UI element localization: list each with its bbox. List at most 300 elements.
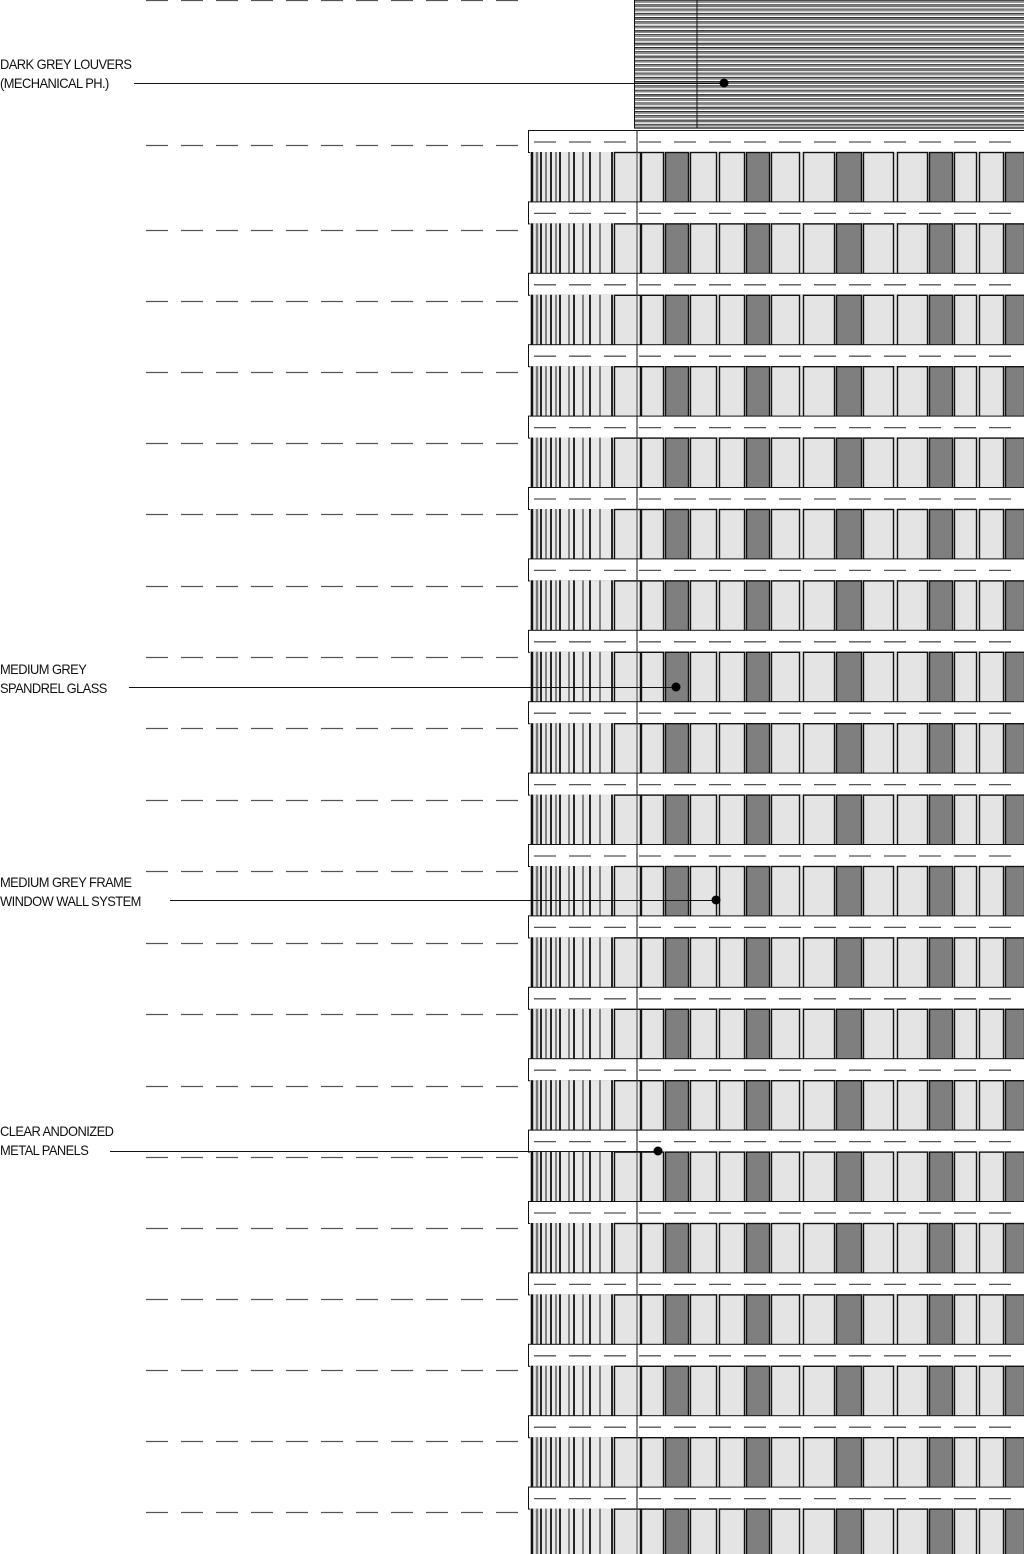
clear-glass-panel [955, 438, 977, 489]
clear-glass-panel [980, 938, 1004, 989]
clear-glass-panel [955, 1295, 977, 1346]
spandrel-glass-panel [1006, 1295, 1024, 1346]
clear-glass-panel [898, 1509, 928, 1554]
floor-slab [529, 1059, 1024, 1081]
floor-slab [529, 1416, 1024, 1438]
clear-glass-panel [898, 1152, 928, 1203]
clear-glass-panel [980, 295, 1004, 346]
clear-glass-panel [864, 867, 894, 918]
spandrel-glass-panel [930, 367, 953, 418]
spandrel-glass-panel [837, 1366, 862, 1417]
clear-glass-panel [804, 153, 835, 204]
clear-glass-panel [720, 510, 745, 561]
clear-glass-panel [804, 295, 835, 346]
clear-glass-panel [691, 1509, 717, 1554]
spandrel-glass-panel [930, 1152, 953, 1203]
floor-slab [529, 1273, 1024, 1295]
clear-glass-panel [898, 224, 928, 275]
clear-glass-panel [772, 367, 800, 418]
clear-glass-panel [980, 867, 1004, 918]
spandrel-glass-panel [1006, 652, 1024, 703]
clear-glass-panel [898, 938, 928, 989]
spandrel-glass-panel [747, 1152, 770, 1203]
clear-glass-panel [955, 938, 977, 989]
clear-glass-panel [642, 1295, 664, 1346]
spandrel-glass-panel [1006, 295, 1024, 346]
floor-slab [529, 416, 1024, 438]
spandrel-glass-panel [1006, 867, 1024, 918]
clear-glass-panel [720, 1081, 745, 1132]
clear-glass-panel [720, 581, 745, 632]
floor-slab [529, 773, 1024, 795]
louver-blade [634, 22, 1024, 24]
spandrel-glass-panel [747, 581, 770, 632]
spandrel-glass-panel [1006, 367, 1024, 418]
clear-glass-panel [980, 1509, 1004, 1554]
spandrel-glass-panel [1006, 1438, 1024, 1489]
spandrel-glass-panel [1006, 510, 1024, 561]
louver-blade [634, 5, 1024, 7]
spandrel-glass-panel [930, 938, 953, 989]
clear-glass-panel [980, 367, 1004, 418]
spandrel-glass-panel [837, 295, 862, 346]
louver-blade [634, 31, 1024, 33]
clear-glass-panel [804, 438, 835, 489]
spandrel-glass-panel [1006, 1509, 1024, 1554]
clear-glass-panel [804, 1509, 835, 1554]
clear-glass-panel [772, 295, 800, 346]
floor-slab [529, 1130, 1024, 1152]
clear-glass-panel [980, 1366, 1004, 1417]
clear-glass-panel [772, 510, 800, 561]
clear-glass-panel [772, 1295, 800, 1346]
spandrel-glass-panel [747, 795, 770, 846]
callout-label-spandrel-glass [0, 660, 107, 698]
clear-glass-panel [980, 1295, 1004, 1346]
spandrel-glass-panel [666, 581, 689, 632]
clear-glass-panel [720, 938, 745, 989]
clear-glass-panel [772, 795, 800, 846]
floor-slab [529, 1344, 1024, 1366]
clear-glass-panel [720, 1438, 745, 1489]
clear-glass-panel [642, 438, 664, 489]
leader-dot-icon [720, 79, 729, 88]
clear-glass-panel [898, 1081, 928, 1132]
clear-glass-panel [772, 1509, 800, 1554]
clear-glass-panel [772, 1366, 800, 1417]
clear-glass-panel [772, 1224, 800, 1275]
spandrel-glass-panel [747, 1224, 770, 1275]
louver-blade [634, 65, 1024, 67]
clear-glass-panel [691, 438, 717, 489]
clear-glass-panel [864, 724, 894, 775]
clear-glass-panel [642, 1224, 664, 1275]
spandrel-glass-panel [747, 510, 770, 561]
spandrel-glass-panel [1006, 724, 1024, 775]
spandrel-glass-panel [666, 1295, 689, 1346]
clear-glass-panel [980, 795, 1004, 846]
callout-line-2: METAL PANELS [0, 1142, 89, 1158]
tower [529, 130, 1024, 1554]
spandrel-glass-panel [837, 1081, 862, 1132]
clear-glass-panel [691, 1366, 717, 1417]
louver-blade [634, 95, 1024, 97]
spandrel-glass-panel [747, 938, 770, 989]
leader-dot-icon [672, 683, 681, 692]
clear-glass-panel [691, 867, 717, 918]
louver-blade [634, 112, 1024, 114]
mechanical-penthouse [634, 0, 1024, 128]
clear-glass-panel [980, 1438, 1004, 1489]
louver-blade [634, 61, 1024, 63]
spandrel-glass-panel [837, 581, 862, 632]
spandrel-glass-panel [930, 295, 953, 346]
clear-glass-panel [955, 1366, 977, 1417]
callout-label-window-wall [0, 873, 141, 911]
louver-blade [634, 69, 1024, 71]
clear-glass-panel [898, 867, 928, 918]
clear-glass-panel [691, 1438, 717, 1489]
spandrel-glass-panel [930, 224, 953, 275]
spandrel-glass-panel [747, 1009, 770, 1060]
clear-glass-panel [955, 1438, 977, 1489]
clear-glass-panel [864, 1152, 894, 1203]
clear-glass-panel [804, 1366, 835, 1417]
clear-glass-panel [955, 510, 977, 561]
spandrel-glass-panel [747, 724, 770, 775]
spandrel-glass-panel [666, 1366, 689, 1417]
clear-glass-panel [804, 867, 835, 918]
clear-glass-panel [772, 438, 800, 489]
spandrel-glass-panel [1006, 1224, 1024, 1275]
clear-glass-panel [642, 1366, 664, 1417]
spandrel-glass-panel [930, 724, 953, 775]
clear-glass-panel [720, 224, 745, 275]
spandrel-glass-panel [837, 153, 862, 204]
clear-glass-panel [955, 652, 977, 703]
clear-glass-panel [955, 295, 977, 346]
clear-glass-panel [720, 295, 745, 346]
clear-glass-panel [955, 724, 977, 775]
floor-slab [529, 1202, 1024, 1224]
clear-glass-panel [720, 1509, 745, 1554]
clear-glass-panel [772, 1438, 800, 1489]
clear-glass-panel [898, 795, 928, 846]
clear-glass-panel [804, 510, 835, 561]
spandrel-glass-panel [747, 367, 770, 418]
clear-glass-panel [642, 153, 664, 204]
louver-blade [634, 103, 1024, 105]
clear-glass-panel [980, 1009, 1004, 1060]
spandrel-glass-panel [747, 1366, 770, 1417]
clear-glass-panel [720, 153, 745, 204]
clear-glass-panel [720, 1366, 745, 1417]
clear-glass-panel [955, 367, 977, 418]
spandrel-glass-panel [747, 153, 770, 204]
spandrel-glass-panel [930, 581, 953, 632]
louver-blade [634, 116, 1024, 118]
spandrel-glass-panel [930, 510, 953, 561]
clear-glass-panel [980, 652, 1004, 703]
floor-slab [529, 273, 1024, 295]
clear-glass-panel [955, 1081, 977, 1132]
clear-glass-panel [772, 581, 800, 632]
clear-glass-panel [955, 1009, 977, 1060]
louver-blade [634, 108, 1024, 110]
clear-glass-panel [898, 652, 928, 703]
clear-glass-panel [864, 1295, 894, 1346]
balcony-railing [531, 1509, 612, 1554]
clear-glass-panel [864, 367, 894, 418]
clear-glass-panel [642, 1509, 664, 1554]
spandrel-glass-panel [837, 1295, 862, 1346]
clear-glass-panel [898, 295, 928, 346]
clear-glass-panel [980, 1152, 1004, 1203]
clear-glass-panel [642, 295, 664, 346]
spandrel-glass-panel [747, 1295, 770, 1346]
clear-glass-panel [804, 938, 835, 989]
clear-glass-panel [720, 367, 745, 418]
spandrel-glass-panel [930, 867, 953, 918]
clear-glass-panel [804, 1009, 835, 1060]
spandrel-glass-panel [837, 652, 862, 703]
clear-glass-panel [691, 938, 717, 989]
floor-slab [529, 559, 1024, 581]
clear-glass-panel [898, 724, 928, 775]
clear-glass-panel [898, 438, 928, 489]
spandrel-glass-panel [837, 1224, 862, 1275]
clear-glass-panel [642, 1152, 664, 1203]
clear-glass-panel [720, 1224, 745, 1275]
spandrel-glass-panel [837, 367, 862, 418]
spandrel-glass-panel [930, 153, 953, 204]
clear-glass-panel [642, 652, 664, 703]
clear-glass-panel [804, 224, 835, 275]
clear-glass-panel [642, 1438, 664, 1489]
spandrel-glass-panel [930, 652, 953, 703]
spandrel-glass-panel [1006, 1366, 1024, 1417]
spandrel-glass-panel [666, 724, 689, 775]
louver-blade [634, 56, 1024, 58]
spandrel-glass-panel [837, 1009, 862, 1060]
spandrel-glass-panel [666, 367, 689, 418]
clear-glass-panel [980, 153, 1004, 204]
clear-glass-panel [980, 224, 1004, 275]
floor-slab [529, 702, 1024, 724]
clear-glass-panel [955, 1509, 977, 1554]
spandrel-glass-panel [1006, 153, 1024, 204]
spandrel-glass-panel [930, 1366, 953, 1417]
spandrel-glass-panel [837, 724, 862, 775]
spandrel-glass-panel [930, 438, 953, 489]
callout-line-1: MEDIUM GREY FRAME [0, 874, 132, 890]
spandrel-glass-panel [930, 1438, 953, 1489]
spandrel-glass-panel [1006, 581, 1024, 632]
clear-glass-panel [955, 581, 977, 632]
clear-glass-panel [720, 867, 745, 918]
louver-blade [634, 39, 1024, 41]
spandrel-glass-panel [666, 938, 689, 989]
clear-glass-panel [804, 1295, 835, 1346]
floor [529, 1487, 1024, 1554]
clear-glass-panel [691, 1295, 717, 1346]
floor-slab [529, 845, 1024, 867]
spandrel-glass-panel [930, 1009, 953, 1060]
clear-glass-panel [898, 1366, 928, 1417]
spandrel-glass-panel [930, 1295, 953, 1346]
clear-glass-panel [864, 224, 894, 275]
clear-glass-panel [772, 724, 800, 775]
clear-glass-panel [864, 938, 894, 989]
spandrel-glass-panel [837, 867, 862, 918]
spandrel-glass-panel [666, 438, 689, 489]
clear-glass-panel [955, 224, 977, 275]
spandrel-glass-panel [1006, 795, 1024, 846]
clear-glass-panel [980, 724, 1004, 775]
clear-glass-panel [804, 1224, 835, 1275]
floor-slab [529, 630, 1024, 652]
clear-glass-panel [804, 367, 835, 418]
clear-glass-panel [642, 1081, 664, 1132]
clear-glass-panel [691, 724, 717, 775]
spandrel-glass-panel [666, 1509, 689, 1554]
spandrel-glass-panel [666, 1438, 689, 1489]
callout-line-1: MEDIUM GREY [0, 661, 87, 677]
clear-glass-panel [955, 1224, 977, 1275]
clear-glass-panel [898, 1009, 928, 1060]
spandrel-glass-panel [930, 1224, 953, 1275]
spandrel-glass-panel [666, 1081, 689, 1132]
clear-glass-panel [955, 795, 977, 846]
clear-glass-panel [864, 438, 894, 489]
clear-glass-panel [955, 867, 977, 918]
spandrel-glass-panel [666, 224, 689, 275]
clear-glass-panel [804, 724, 835, 775]
clear-glass-panel [980, 1081, 1004, 1132]
level-lines [146, 1, 520, 1513]
clear-glass-panel [772, 938, 800, 989]
clear-glass-panel [898, 367, 928, 418]
clear-glass-panel [898, 153, 928, 204]
floor-slab [529, 1487, 1024, 1509]
clear-glass-panel [720, 1009, 745, 1060]
spandrel-glass-panel [837, 1509, 862, 1554]
clear-glass-panel [980, 1224, 1004, 1275]
spandrel-glass-panel [930, 795, 953, 846]
clear-glass-panel [691, 652, 717, 703]
louver-blade [634, 10, 1024, 12]
leader-dot-icon [654, 1147, 663, 1156]
spandrel-glass-panel [747, 652, 770, 703]
clear-glass-panel [864, 1366, 894, 1417]
clear-glass-panel [691, 224, 717, 275]
spandrel-glass-panel [930, 1081, 953, 1132]
floor-slab [529, 345, 1024, 367]
clear-glass-panel [864, 1224, 894, 1275]
spandrel-glass-panel [1006, 438, 1024, 489]
callout-label-louvers [0, 55, 131, 93]
spandrel-glass-panel [837, 795, 862, 846]
clear-glass-panel [720, 438, 745, 489]
clear-glass-panel [898, 1295, 928, 1346]
louver-blade [634, 14, 1024, 16]
spandrel-glass-panel [666, 652, 689, 703]
clear-glass-panel [864, 795, 894, 846]
clear-glass-panel [804, 581, 835, 632]
louver-blade [634, 74, 1024, 76]
clear-glass-panel [642, 510, 664, 561]
clear-glass-panel [691, 581, 717, 632]
clear-glass-panel [804, 1152, 835, 1203]
clear-glass-panel [691, 1081, 717, 1132]
spandrel-glass-panel [666, 295, 689, 346]
clear-glass-panel [804, 1438, 835, 1489]
spandrel-glass-panel [1006, 1081, 1024, 1132]
clear-glass-panel [642, 367, 664, 418]
clear-glass-panel [864, 153, 894, 204]
clear-glass-panel [720, 1152, 745, 1203]
leader-dot-icon [712, 896, 721, 905]
floor-slab [529, 488, 1024, 510]
clear-glass-panel [864, 581, 894, 632]
floor-slab [529, 987, 1024, 1009]
louver-blade [634, 86, 1024, 88]
louver-blade [634, 35, 1024, 37]
clear-glass-panel [691, 367, 717, 418]
clear-glass-panel [804, 1081, 835, 1132]
clear-glass-panel [864, 295, 894, 346]
clear-glass-panel [720, 724, 745, 775]
louver-blade [634, 52, 1024, 54]
clear-glass-panel [642, 795, 664, 846]
clear-glass-panel [772, 867, 800, 918]
louver-blade [634, 120, 1024, 122]
spandrel-glass-panel [837, 1152, 862, 1203]
spandrel-glass-panel [666, 795, 689, 846]
spandrel-glass-panel [837, 938, 862, 989]
louver-blade [634, 48, 1024, 50]
clear-glass-panel [691, 153, 717, 204]
clear-glass-panel [642, 724, 664, 775]
clear-glass-panel [804, 795, 835, 846]
callout-line-1: CLEAR ANDONIZED [0, 1123, 114, 1139]
clear-glass-panel [772, 1152, 800, 1203]
clear-glass-panel [864, 652, 894, 703]
callout-line-1: DARK GREY LOUVERS [0, 56, 132, 72]
spandrel-glass-panel [666, 153, 689, 204]
floor-slab [529, 131, 1024, 153]
clear-glass-panel [804, 652, 835, 703]
clear-glass-panel [642, 938, 664, 989]
clear-glass-panel [898, 1224, 928, 1275]
clear-glass-panel [691, 1152, 717, 1203]
clear-glass-panel [772, 1081, 800, 1132]
spandrel-glass-panel [666, 1224, 689, 1275]
louver-blade [634, 91, 1024, 93]
spandrel-glass-panel [1006, 224, 1024, 275]
spandrel-glass-panel [747, 1438, 770, 1489]
louver-blade [634, 44, 1024, 46]
clear-glass-panel [864, 1009, 894, 1060]
spandrel-glass-panel [747, 295, 770, 346]
callout-line-2: (MECHANICAL PH.) [0, 75, 109, 91]
clear-glass-panel [864, 1509, 894, 1554]
spandrel-glass-panel [666, 1009, 689, 1060]
spandrel-glass-panel [837, 438, 862, 489]
clear-glass-panel [955, 1152, 977, 1203]
callout-line-2: WINDOW WALL SYSTEM [0, 893, 141, 909]
clear-glass-panel [772, 1009, 800, 1060]
